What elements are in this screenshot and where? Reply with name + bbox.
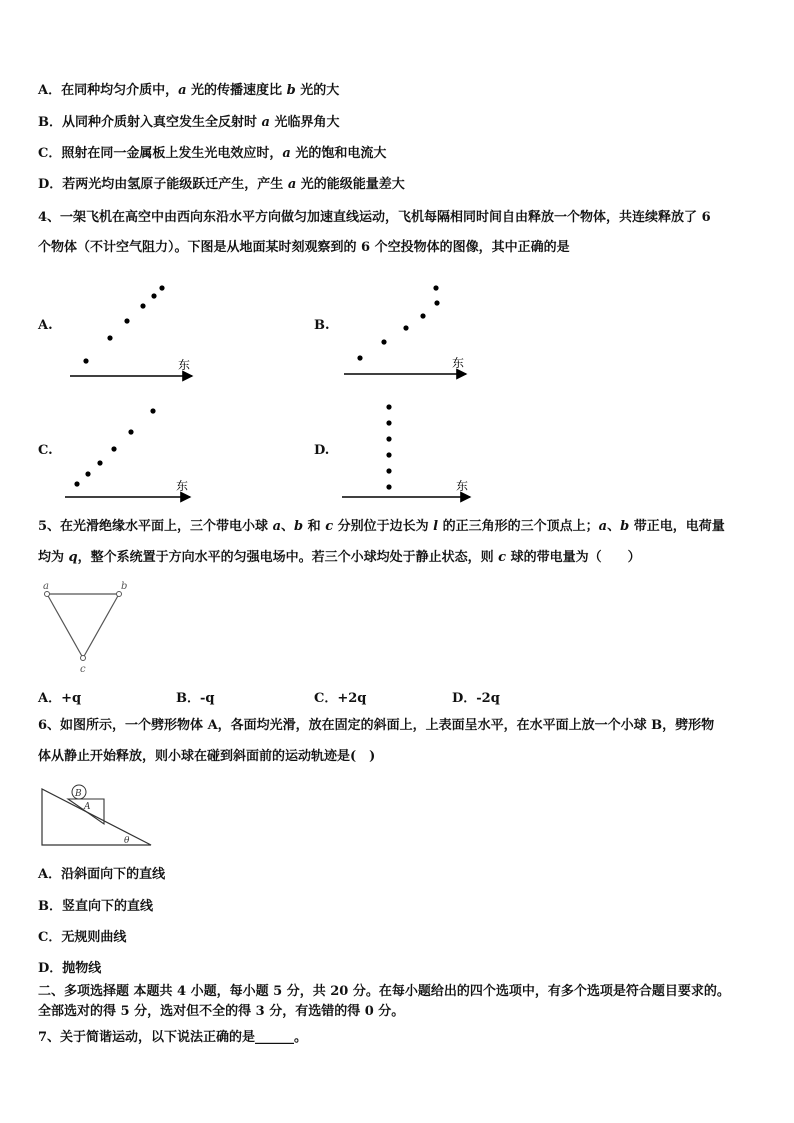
wedge-label-a: A <box>84 802 91 812</box>
q3-option-b: B．从同种介质射入真空发生全反射时 a 光临界角大 <box>38 115 340 130</box>
q4-stem-line2: 个物体（不计空气阻力）。下图是从地面某时刻观察到的 6 个空投物体的图像，其中正确的是 <box>38 240 570 255</box>
q6-choice-a: A．沿斜面向下的直线 <box>38 867 166 882</box>
section2-header-line1: 二、多项选择题 本题共 4 小题，每小题 5 分，共 20 分。在每小题给出的四个选项中，有多个选项是符合题目要求的。 <box>38 984 730 999</box>
q4-label-b: B. <box>314 318 330 333</box>
axis-east-label-d: 东 <box>456 479 469 493</box>
angle-label-theta: θ <box>124 836 130 846</box>
q4-label-d: D. <box>314 443 330 458</box>
q3-option-a: A．在同种均匀介质中，a 光的传播速度比 b 光的大 <box>38 83 340 98</box>
q6-stem-line2: 体从静止开始释放，则小球在碰到斜面前的运动轨迹是( ) <box>38 749 376 764</box>
ball-label-b: B <box>75 789 82 799</box>
q5-choice-c: C．+2q <box>314 691 367 706</box>
q3-option-d: D．若两光均由氢原子能级跃迁产生，产生 a 光的能级能量差大 <box>38 177 405 192</box>
q6-choice-b: B．竖直向下的直线 <box>38 899 153 914</box>
q4-label-c: C. <box>38 443 53 458</box>
q5-stem-line1: 5、在光滑绝缘水平面上，三个带电小球 a、b 和 c 分别位于边长为 l 的正三角形的三个顶点上；a、b 带正电，电荷量 <box>38 519 725 534</box>
q5-stem-line2: 均为 q，整个系统置于方向水平的匀强电场中。若三个小球均处于静止状态，则 c 球的带电量为（ ） <box>38 550 641 565</box>
axis-east-label-c: 东 <box>176 479 189 493</box>
vertex-label-b: b <box>121 581 128 592</box>
q6-stem-line1: 6、如图所示，一个劈形物体 A，各面均光滑，放在固定的斜面上，上表面呈水平，在水平面上放一个小球 B，劈形物 <box>38 718 715 733</box>
q5-choice-a: A．+q <box>38 691 82 706</box>
q4-stem-line1: 4、一架飞机在高空中由西向东沿水平方向做匀加速直线运动，飞机每隔相同时间自由释放一个物体，共连续释放了 6 <box>38 210 711 225</box>
q5-choice-d: D．-2q <box>452 691 500 706</box>
q6-choice-c: C．无规则曲线 <box>38 930 127 945</box>
axis-east-label-b: 东 <box>452 356 465 370</box>
vertex-label-a: a <box>43 581 49 592</box>
q5-choice-b: B．-q <box>176 691 215 706</box>
axis-east-label-a: 东 <box>178 358 191 372</box>
section2-header-line2: 全部选对的得 5 分，选对但不全的得 3 分，有选错的得 0 分。 <box>38 1004 405 1019</box>
q4-label-a: A. <box>38 318 53 333</box>
vertex-label-c: c <box>80 664 86 675</box>
q7-stem: 7、关于简谐运动，以下说法正确的是______。 <box>38 1030 308 1045</box>
q3-option-c: C．照射在同一金属板上发生光电效应时，a 光的饱和电流大 <box>38 146 387 161</box>
q6-choice-d: D．抛物线 <box>38 961 102 976</box>
